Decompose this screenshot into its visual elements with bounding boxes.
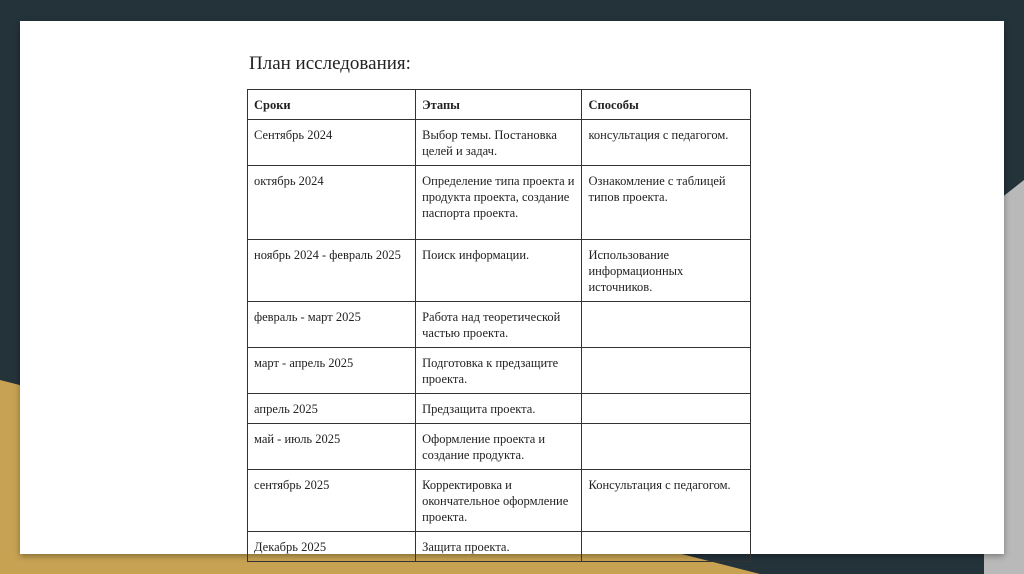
cell-method bbox=[582, 424, 751, 470]
cell-term: сентябрь 2025 bbox=[248, 470, 416, 532]
cell-term: апрель 2025 bbox=[248, 394, 416, 424]
cell-method: консультация с педагогом. bbox=[582, 120, 751, 166]
table-row bbox=[248, 240, 751, 302]
cell-term: Сентябрь 2024 bbox=[248, 120, 416, 166]
cell-stage: Подготовка к предзащите проекта. bbox=[416, 348, 582, 394]
cell-stage: Поиск информации. bbox=[416, 240, 582, 302]
table-row bbox=[248, 120, 751, 166]
header-stages: Этапы bbox=[416, 90, 582, 120]
cell-method bbox=[582, 302, 751, 348]
table-row bbox=[248, 394, 751, 424]
cell-method: Консультация с педагогом. bbox=[582, 470, 751, 532]
table-row bbox=[248, 470, 751, 532]
cell-method: Ознакомление с таблицей типов проекта. bbox=[582, 166, 751, 240]
header-methods: Способы bbox=[582, 90, 751, 120]
cell-stage: Работа над теоретической частью проекта. bbox=[416, 302, 582, 348]
table-header-row bbox=[248, 90, 751, 120]
cell-method bbox=[582, 394, 751, 424]
cell-method bbox=[582, 532, 751, 562]
table-row bbox=[248, 532, 751, 562]
header-terms: Сроки bbox=[248, 90, 416, 120]
table-row bbox=[248, 166, 751, 240]
table-row bbox=[248, 424, 751, 470]
cell-stage: Защита проекта. bbox=[416, 532, 582, 562]
cell-method bbox=[582, 348, 751, 394]
cell-stage: Предзащита проекта. bbox=[416, 394, 582, 424]
cell-method: Использование информационных источников. bbox=[582, 240, 751, 302]
table-row bbox=[248, 348, 751, 394]
cell-term: октябрь 2024 bbox=[248, 166, 416, 240]
cell-term: март - апрель 2025 bbox=[248, 348, 416, 394]
research-plan-table bbox=[247, 89, 751, 562]
slide-title: План исследования: bbox=[249, 53, 411, 74]
cell-term: февраль - март 2025 bbox=[248, 302, 416, 348]
slide bbox=[20, 21, 1004, 554]
cell-term: май - июль 2025 bbox=[248, 424, 416, 470]
table-row bbox=[248, 302, 751, 348]
cell-term: ноябрь 2024 - февраль 2025 bbox=[248, 240, 416, 302]
cell-stage: Определение типа проекта и продукта проекта, создание паспорта проекта. bbox=[416, 166, 582, 240]
cell-stage: Оформление проекта и создание продукта. bbox=[416, 424, 582, 470]
cell-stage: Корректировка и окончательное оформление проекта. bbox=[416, 470, 582, 532]
cell-term: Декабрь 2025 bbox=[248, 532, 416, 562]
cell-stage: Выбор темы. Постановка целей и задач. bbox=[416, 120, 582, 166]
